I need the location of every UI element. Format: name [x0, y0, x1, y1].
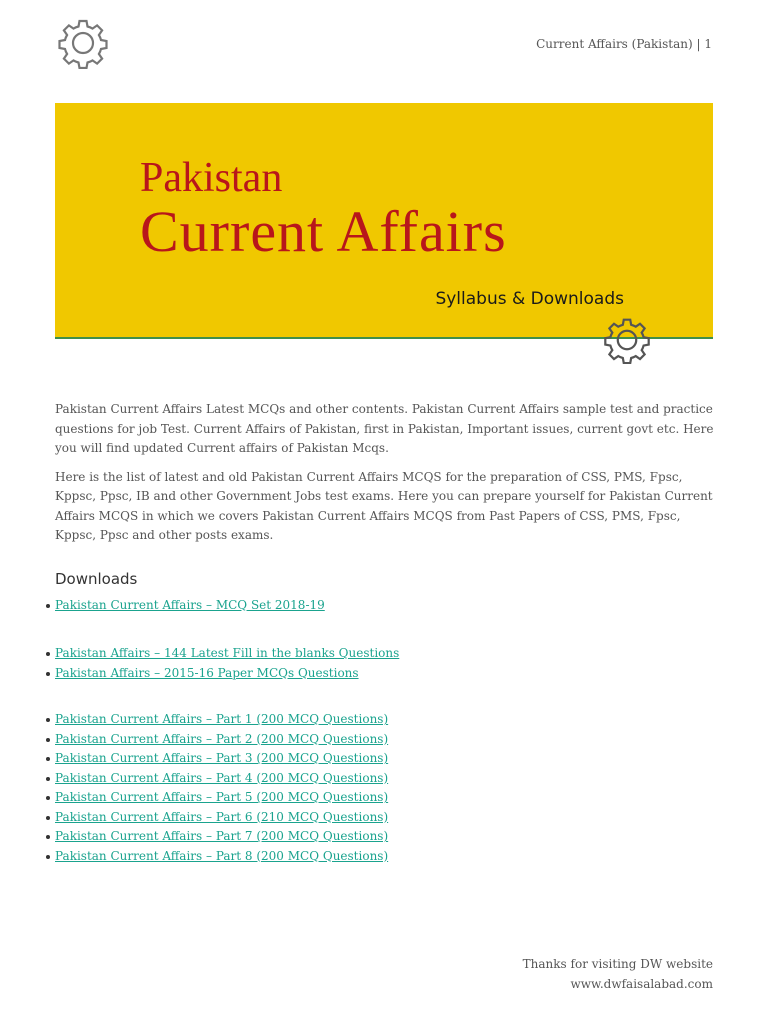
intro-paragraph: Pakistan Current Affairs Latest MCQs and other contents. Pakistan Current Affairs sample test and practice questions for job Test. Current Affairs of Pakistan, first in Pakistan, Important issues, current govt etc. Here you will find updated Current affairs of Pakistan Mcqs.	[55, 402, 714, 455]
list-item	[55, 596, 715, 616]
download-link[interactable]: Pakistan Current Affairs – Part 1 (200 MCQ Questions)	[55, 712, 389, 726]
page-header	[0, 0, 768, 90]
main-content	[55, 400, 715, 866]
download-link[interactable]: Pakistan Current Affairs – Part 8 (200 MCQ Questions)	[55, 848, 389, 863]
download-link[interactable]: Pakistan Current Affairs – Part 7 (200 MCQ Questions)	[55, 829, 389, 843]
download-link[interactable]: Pakistan Current Affairs – MCQ Set 2018-19	[55, 597, 325, 612]
download-list	[55, 644, 715, 683]
download-link[interactable]: Pakistan Current Affairs – Part 4 (200 MCQ Questions)	[55, 770, 389, 785]
page-label: Current Affairs (Pakistan) | 1	[536, 37, 712, 51]
gear-icon	[603, 316, 651, 364]
download-link[interactable]: Pakistan Current Affairs – Part 5 (200 MCQ Questions)	[55, 790, 389, 804]
footer-website: www.dwfaisalabad.com	[570, 977, 713, 991]
downloads-heading: Downloads	[55, 569, 138, 588]
title-banner	[55, 103, 713, 339]
list-item	[55, 788, 715, 808]
download-list	[55, 596, 715, 616]
download-link[interactable]: Pakistan Affairs – 2015-16 Paper MCQs Questions	[55, 665, 359, 680]
list-item	[55, 710, 715, 730]
list-item	[55, 769, 715, 789]
banner-title-line2: Current Affairs	[140, 199, 507, 264]
intro-paragraph: Here is the list of latest and old Pakistan Current Affairs MCQS for the preparation of CSS, PMS, Fpsc, Kppsc, Ppsc, IB and other Government Jobs test exams. Here you can prepare yourself for Pakistan Current Affairs MCQS in which we covers Pakistan Current Affairs MCQS from Past Papers of CSS, PMS, Fpsc, Kppsc, Ppsc and other posts exams.	[55, 469, 713, 542]
banner-title-line1: Pakistan	[140, 155, 283, 201]
download-link[interactable]: Pakistan Current Affairs – Part 6 (210 MCQ Questions)	[55, 809, 389, 824]
list-item	[55, 847, 715, 867]
list-item	[55, 808, 715, 828]
list-item	[55, 730, 715, 750]
page-footer	[523, 954, 713, 994]
banner-subtitle: Syllabus & Downloads	[435, 289, 624, 309]
footer-thanks: Thanks for visiting DW website	[522, 957, 713, 971]
download-link[interactable]: Pakistan Affairs – 144 Latest Fill in the blanks Questions	[55, 646, 400, 660]
download-link[interactable]: Pakistan Current Affairs – Part 3 (200 MCQ Questions)	[55, 751, 389, 765]
list-item	[55, 749, 715, 769]
download-link[interactable]: Pakistan Current Affairs – Part 2 (200 MCQ Questions)	[55, 731, 389, 746]
list-item	[55, 827, 715, 847]
list-item	[55, 644, 715, 664]
list-item	[55, 664, 715, 684]
gear-icon	[57, 17, 109, 69]
download-list	[55, 710, 715, 866]
